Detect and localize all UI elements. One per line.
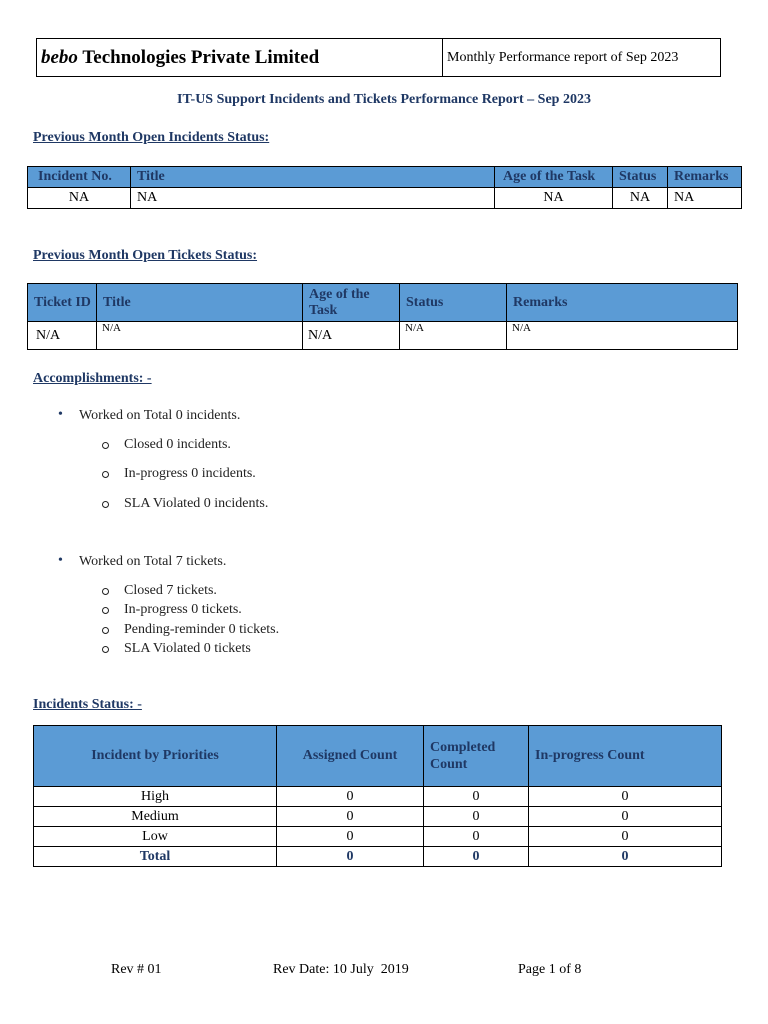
row-priority: Total: [34, 847, 277, 867]
row-in-progress: 0: [529, 847, 722, 867]
sub-bullet-circle: [102, 646, 109, 653]
col-remarks: Remarks: [507, 284, 738, 322]
cell-status: N/A: [400, 322, 507, 350]
cell-age: NA: [495, 188, 613, 209]
company-brand: bebo: [41, 46, 78, 68]
cell-status: NA: [613, 188, 668, 209]
col-assigned: Assigned Count: [277, 726, 424, 787]
row-completed: 0: [424, 847, 529, 867]
tickets-closed: Closed 7 tickets.: [124, 583, 217, 598]
col-in-progress: In-progress Count: [529, 726, 722, 787]
table-row: [34, 827, 722, 847]
col-age: Age of the Task: [303, 284, 400, 322]
row-priority: Medium: [34, 807, 277, 827]
row-completed: 0: [424, 787, 529, 807]
footer-page: Page 1 of 8: [518, 962, 582, 977]
cell-ticket-id: N/A: [28, 322, 97, 350]
bullet-dot: •: [58, 553, 63, 568]
col-status: Status: [613, 167, 668, 188]
cell-remarks: NA: [668, 188, 742, 209]
tickets-sla-violated: SLA Violated 0 tickets: [124, 641, 251, 656]
cell-incident-no: NA: [28, 188, 131, 209]
col-title: Title: [97, 284, 303, 322]
incidents-status-table: [33, 725, 722, 867]
tickets-total: Worked on Total 7 tickets.: [79, 554, 227, 569]
row-assigned: 0: [277, 807, 424, 827]
col-ticket-id: Ticket ID: [28, 284, 97, 322]
sub-bullet-circle: [102, 442, 109, 449]
sub-bullet-circle: [102, 607, 109, 614]
row-completed: 0: [424, 827, 529, 847]
tickets-pending-reminder: Pending-reminder 0 tickets.: [124, 622, 280, 637]
sub-bullet-circle: [102, 627, 109, 634]
sub-bullet-circle: [102, 588, 109, 595]
report-label: Monthly Performance report of Sep 2023: [443, 39, 721, 77]
accomplishments-heading: Accomplishments: -: [33, 371, 152, 386]
col-completed: Completed Count: [424, 726, 529, 787]
header-box: [36, 38, 721, 77]
row-in-progress: 0: [529, 787, 722, 807]
row-priority: Low: [34, 827, 277, 847]
cell-remarks: N/A: [507, 322, 738, 350]
col-priority: Incident by Priorities: [34, 726, 277, 787]
footer-rev-date: Rev Date: 10 July 2019: [273, 962, 409, 977]
prev-tickets-heading: Previous Month Open Tickets Status:: [33, 248, 258, 263]
total-row: [34, 847, 722, 867]
col-remarks: Remarks: [668, 167, 742, 188]
company-name-cell: [37, 39, 443, 77]
prev-incidents-heading: Previous Month Open Incidents Status:: [33, 130, 270, 145]
incidents-in-progress: In-progress 0 incidents.: [124, 466, 256, 481]
row-completed: 0: [424, 807, 529, 827]
incidents-closed: Closed 0 incidents.: [124, 437, 231, 452]
cell-title: NA: [131, 188, 495, 209]
prev-tickets-table: [27, 283, 738, 350]
incidents-total: Worked on Total 0 incidents.: [79, 408, 241, 423]
incidents-status-heading: Incidents Status: -: [33, 697, 142, 712]
doc-title: IT-US Support Incidents and Tickets Performance Report – Sep 2023: [177, 92, 591, 107]
cell-age: N/A: [303, 322, 400, 350]
table-row: [34, 787, 722, 807]
bullet-dot: •: [58, 407, 63, 422]
col-age: Age of the Task: [495, 167, 613, 188]
company-name: Technologies Private Limited: [82, 46, 320, 68]
incidents-sla-violated: SLA Violated 0 incidents.: [124, 496, 269, 511]
row-assigned: 0: [277, 827, 424, 847]
col-incident-no: Incident No.: [28, 167, 131, 188]
row-in-progress: 0: [529, 827, 722, 847]
row-in-progress: 0: [529, 807, 722, 827]
row-assigned: 0: [277, 787, 424, 807]
col-status: Status: [400, 284, 507, 322]
table-row: [34, 807, 722, 827]
col-title: Title: [131, 167, 495, 188]
cell-title: N/A: [97, 322, 303, 350]
prev-incidents-table: [27, 166, 742, 209]
sub-bullet-circle: [102, 501, 109, 508]
row-priority: High: [34, 787, 277, 807]
footer-rev: Rev # 01: [111, 962, 162, 977]
sub-bullet-circle: [102, 471, 109, 478]
row-assigned: 0: [277, 847, 424, 867]
tickets-in-progress: In-progress 0 tickets.: [124, 602, 242, 617]
